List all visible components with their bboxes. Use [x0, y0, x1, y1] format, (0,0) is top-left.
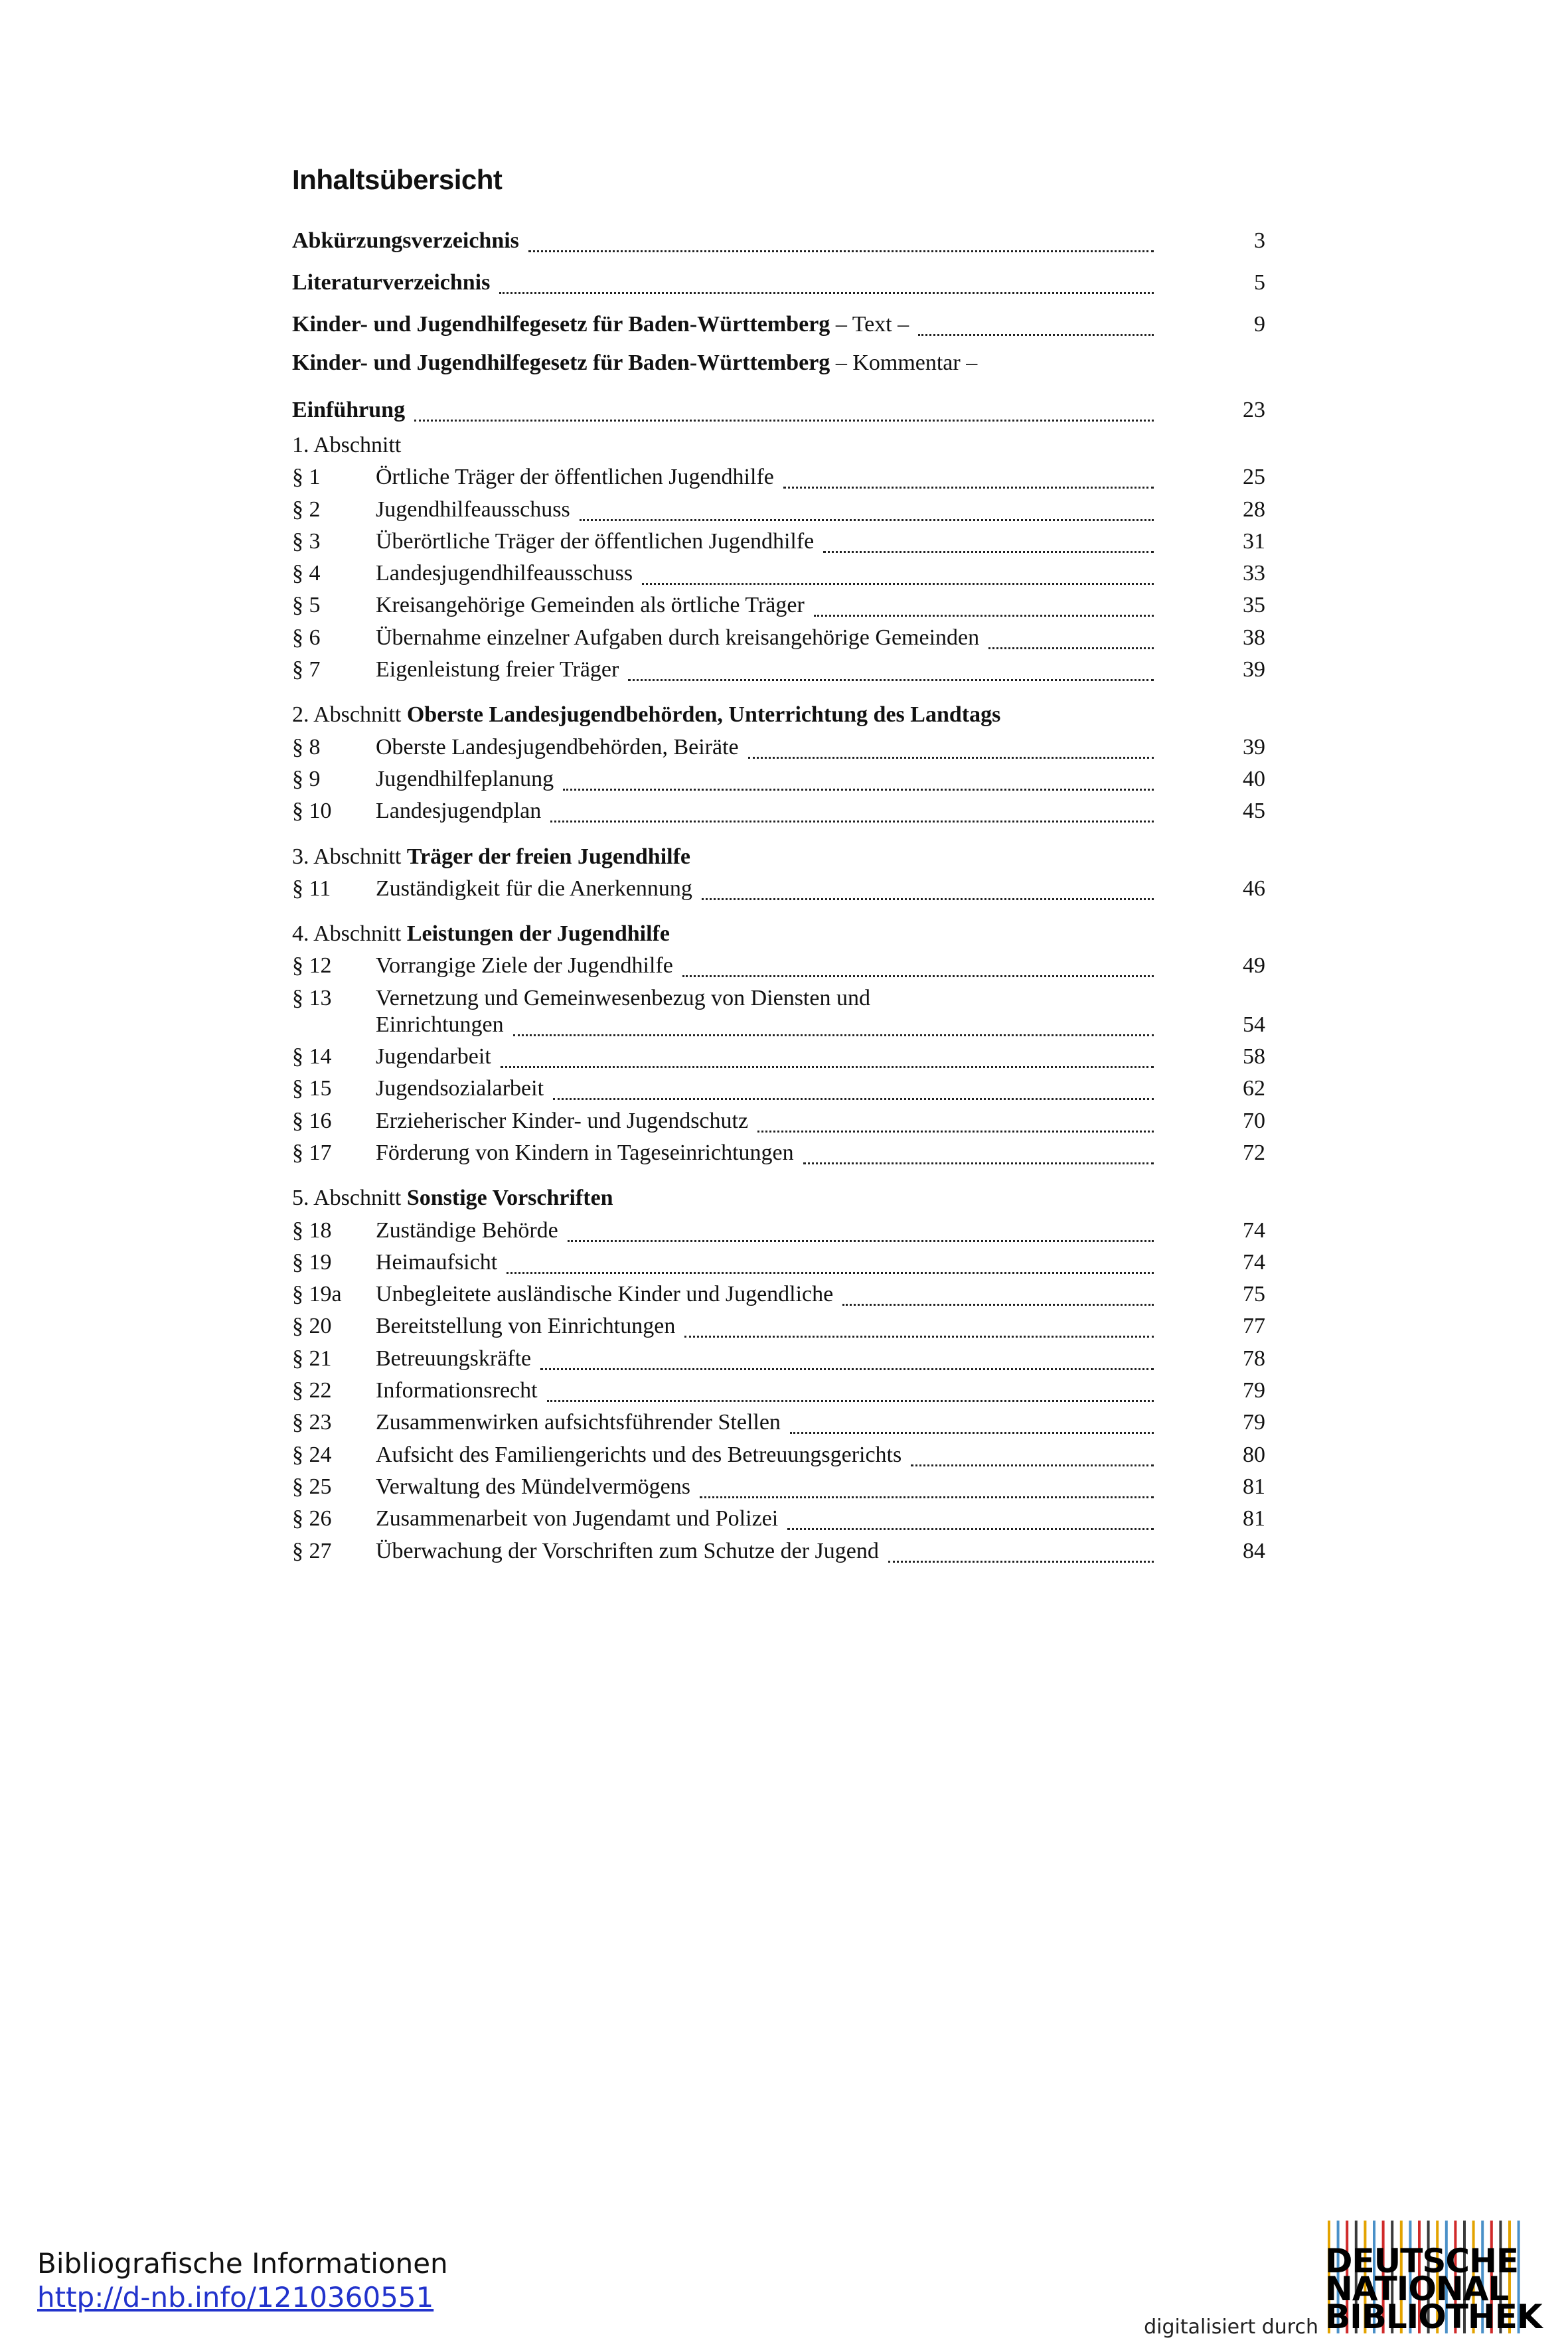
section-number: § 25 [292, 1474, 332, 1499]
dnb-logo-line: NATIONAL [1325, 2270, 1509, 2308]
section-title: Zusammenwirken aufsichtsführender Stellen [376, 1410, 781, 1435]
toc-entry-label [292, 226, 519, 256]
section-number: § 26 [292, 1506, 332, 1531]
dot-leader [842, 1300, 1154, 1306]
toc-line [292, 226, 1265, 256]
toc-line [292, 842, 1265, 872]
section-title: Unbegleitete ausländische Kinder und Jugendliche [376, 1282, 834, 1306]
page-number: 28 [1243, 497, 1265, 522]
chapter-title: Träger der freien Jugendhilfe [406, 844, 691, 869]
dot-leader [911, 1460, 1154, 1466]
page-number: 40 [1243, 767, 1265, 791]
page-number: 5 [1254, 270, 1265, 295]
page-number: 38 [1243, 625, 1265, 650]
page-number: 58 [1243, 1044, 1265, 1069]
page-number: 23 [1243, 398, 1265, 422]
dot-leader [700, 1492, 1154, 1498]
chapter-heading [292, 700, 1000, 730]
section-number: § 4 [292, 561, 321, 586]
toc-line [292, 764, 1265, 795]
dot-leader [787, 1524, 1154, 1530]
toc-line [292, 590, 1265, 621]
dot-leader [918, 330, 1154, 336]
page-number: 81 [1243, 1506, 1265, 1531]
page-number: 33 [1243, 561, 1265, 586]
section-number: § 15 [292, 1076, 332, 1101]
section-number: § 19a [292, 1282, 342, 1306]
section-title: Überwachung der Vorschriften zum Schutze der Jugend [376, 1539, 879, 1563]
page-number: 54 [1243, 1012, 1265, 1037]
section-title: Jugendhilfeausschuss [376, 497, 570, 522]
section-number: § 7 [292, 657, 321, 682]
toc-line [292, 1279, 1265, 1310]
toc-entry-title: Einführung [292, 398, 406, 422]
toc-entry-label [292, 348, 977, 378]
section-number: § 8 [292, 735, 321, 759]
section-title: Jugendarbeit [376, 1044, 491, 1069]
dot-leader [553, 1094, 1154, 1100]
section-title: Zusammenarbeit von Jugendamt und Polizei [376, 1506, 779, 1531]
page-number: 45 [1243, 799, 1265, 823]
dot-leader [414, 416, 1154, 422]
dnb-logo-text [1325, 2242, 1542, 2336]
page-number: 9 [1254, 312, 1265, 337]
section-title-continued: Einrichtungen [376, 1012, 504, 1037]
toc-line [292, 268, 1265, 298]
chapter-title: Oberste Landesjugendbehörden, Unterrichtung des Landtags [406, 702, 1001, 727]
toc-entry-subtitle: – Text – [830, 312, 909, 337]
toc-line [292, 732, 1265, 763]
toc-line [292, 1138, 1265, 1168]
page-number: 31 [1243, 529, 1265, 554]
toc-line [292, 558, 1265, 589]
section-number: § 2 [292, 497, 321, 522]
toc-entry-subtitle: – Kommentar – [830, 351, 978, 375]
chapter-prefix: 5. Abschnitt [292, 1186, 402, 1210]
toc-entry-title: Kinder- und Jugendhilfegesetz für Baden-Württemberg [292, 312, 830, 337]
dot-leader [547, 1396, 1154, 1402]
page-number: 75 [1243, 1282, 1265, 1306]
dot-leader [814, 611, 1154, 617]
toc-line [292, 874, 1265, 904]
toc-entry-label [292, 309, 909, 340]
dot-leader [642, 579, 1154, 585]
page-number: 35 [1243, 593, 1265, 617]
digitized-by-label: digitalisiert durch [1144, 2315, 1318, 2339]
chapter-prefix: 2. Abschnitt [292, 702, 402, 727]
toc-line [292, 1215, 1265, 1246]
section-title: Heimaufsicht [376, 1250, 498, 1275]
section-title: Erzieherischer Kinder- und Jugendschutz [376, 1109, 749, 1133]
toc-line [292, 919, 1265, 949]
chapter-prefix: 3. Abschnitt [292, 844, 402, 869]
section-title: Informationsrecht [376, 1378, 538, 1403]
section-title: Örtliche Träger der öffentlichen Jugendhilfe [376, 465, 774, 489]
dot-leader [528, 246, 1154, 252]
section-title: Zuständige Behörde [376, 1218, 558, 1243]
page-number: 79 [1243, 1378, 1265, 1403]
toc-entry-title: Literaturverzeichnis [292, 270, 491, 295]
section-title: Verwaltung des Mündelvermögens [376, 1474, 691, 1499]
chapter-heading [292, 430, 401, 461]
dot-leader [501, 1062, 1154, 1068]
page-number: 77 [1243, 1314, 1265, 1338]
page-number: 46 [1243, 876, 1265, 901]
section-number: § 22 [292, 1378, 332, 1403]
section-title: Landesjugendhilfeausschuss [376, 561, 633, 586]
dot-leader [988, 643, 1154, 649]
toc-entry-title: Abkürzungsverzeichnis [292, 228, 519, 253]
section-title: Bereitstellung von Einrichtungen [376, 1314, 676, 1338]
page-number: 39 [1243, 735, 1265, 759]
page-number: 74 [1243, 1250, 1265, 1275]
toc-line [292, 462, 1265, 493]
section-title: Jugendhilfeplanung [376, 767, 554, 791]
section-title: Betreuungskräfte [376, 1346, 532, 1371]
toc-line [292, 1073, 1265, 1104]
section-number: § 24 [292, 1443, 332, 1467]
dot-leader [823, 547, 1154, 553]
page-number: 3 [1254, 228, 1265, 253]
section-number: § 13 [292, 986, 332, 1010]
dot-leader [568, 1236, 1154, 1242]
section-title: Landesjugendplan [376, 799, 542, 823]
dot-leader [628, 675, 1154, 681]
dot-leader [803, 1158, 1154, 1164]
chapter-heading [292, 842, 690, 872]
page-number: 72 [1243, 1140, 1265, 1165]
toc-line [292, 700, 1265, 730]
dnb-link[interactable]: http://d-nb.info/1210360551 [37, 2281, 434, 2313]
section-number: § 19 [292, 1250, 332, 1275]
section-number: § 20 [292, 1314, 332, 1338]
page-number: 81 [1243, 1474, 1265, 1499]
toc-line [292, 1472, 1265, 1502]
dot-leader [684, 1332, 1154, 1338]
chapter-prefix: 4. Abschnitt [292, 921, 402, 946]
toc-line [292, 1010, 1265, 1040]
page-title: Inhaltsübersicht [292, 164, 503, 195]
section-number: § 3 [292, 529, 321, 554]
chapter-title: Leistungen der Jugendhilfe [406, 921, 670, 946]
page-number: 49 [1243, 953, 1265, 978]
toc-line [292, 430, 1265, 461]
toc-line [292, 1106, 1265, 1137]
toc-line [292, 309, 1265, 340]
dot-leader [888, 1557, 1154, 1563]
dnb-logo-line: DEUTSCHE [1325, 2242, 1519, 2280]
toc-line [292, 1440, 1265, 1470]
section-number: § 14 [292, 1044, 332, 1069]
section-title: Eigenleistung freier Träger [376, 657, 619, 682]
section-number: § 17 [292, 1140, 332, 1165]
section-number: § 18 [292, 1218, 332, 1243]
dnb-logo-line: BIBLIOTHEK [1325, 2298, 1542, 2336]
page-number: 25 [1243, 465, 1265, 489]
chapter-title: Sonstige Vorschriften [406, 1186, 613, 1210]
dot-leader [757, 1127, 1154, 1133]
section-title: Übernahme einzelner Aufgaben durch kreisangehörige Gemeinden [376, 625, 980, 650]
section-number: § 9 [292, 767, 321, 791]
page-number: 74 [1243, 1218, 1265, 1243]
dot-leader [513, 1030, 1154, 1036]
toc-line [292, 796, 1265, 826]
toc-line [292, 655, 1265, 685]
toc-line [292, 495, 1265, 525]
section-number: § 16 [292, 1109, 332, 1133]
toc-line [292, 1536, 1265, 1567]
section-title: Überörtliche Träger der öffentlichen Jugendhilfe [376, 529, 815, 554]
section-title: Oberste Landesjugendbehörden, Beiräte [376, 735, 739, 759]
toc-line [292, 951, 1265, 981]
toc-entry-title: Kinder- und Jugendhilfegesetz für Baden-Württemberg [292, 351, 830, 375]
page-number: 80 [1243, 1443, 1265, 1467]
chapter-prefix: 1. Abschnitt [292, 433, 402, 457]
section-number: § 1 [292, 465, 321, 489]
page-number: 62 [1243, 1076, 1265, 1101]
section-number: § 5 [292, 593, 321, 617]
toc-line [292, 395, 1265, 426]
section-number: § 27 [292, 1539, 332, 1563]
section-title: Vorrangige Ziele der Jugendhilfe [376, 953, 673, 978]
toc-line [292, 1247, 1265, 1278]
page-number: 39 [1243, 657, 1265, 682]
section-title: Kreisangehörige Gemeinden als örtliche Träger [376, 593, 805, 617]
section-number: § 11 [292, 876, 331, 901]
page-number: 84 [1243, 1539, 1265, 1563]
section-number: § 10 [292, 799, 332, 823]
toc-line [292, 1344, 1265, 1374]
dnb-logo [1325, 2221, 1542, 2336]
dot-leader [580, 515, 1154, 521]
toc-line [292, 1504, 1265, 1534]
dot-leader [783, 483, 1154, 489]
page-number: 79 [1243, 1410, 1265, 1435]
toc-line [292, 348, 1265, 378]
section-number: § 12 [292, 953, 332, 978]
section-title: Vernetzung und Gemeinwesenbezug von Diensten und [376, 986, 870, 1010]
dot-leader [499, 288, 1154, 294]
toc-line [292, 1042, 1265, 1072]
section-title: Förderung von Kindern in Tageseinrichtungen [376, 1140, 794, 1165]
toc-line [292, 1407, 1265, 1438]
toc-line [292, 1311, 1265, 1342]
section-number: § 23 [292, 1410, 332, 1435]
dot-leader [563, 785, 1154, 791]
chapter-heading [292, 1183, 613, 1214]
section-title: Aufsicht des Familiengerichts und des Betreuungsgerichts [376, 1443, 902, 1467]
section-title: Jugendsozialarbeit [376, 1076, 544, 1101]
toc-line [292, 1375, 1265, 1406]
toc-line [292, 526, 1265, 557]
bibliographic-info-title: Bibliografische Informationen [37, 2247, 448, 2280]
toc-entry-label [292, 268, 490, 298]
dot-leader [540, 1364, 1154, 1370]
toc-line [292, 1183, 1265, 1214]
toc-line [292, 623, 1265, 653]
dot-leader [748, 753, 1154, 759]
dot-leader [790, 1428, 1154, 1434]
section-number: § 21 [292, 1346, 332, 1371]
dot-leader [550, 817, 1154, 823]
dot-leader [702, 894, 1154, 900]
chapter-heading [292, 919, 670, 949]
dot-leader [507, 1268, 1154, 1274]
toc-entry-label [292, 395, 405, 426]
page-number: 70 [1243, 1109, 1265, 1133]
section-title: Zuständigkeit für die Anerkennung [376, 876, 692, 901]
dot-leader [682, 971, 1154, 977]
page-number: 78 [1243, 1346, 1265, 1371]
section-number: § 6 [292, 625, 321, 650]
